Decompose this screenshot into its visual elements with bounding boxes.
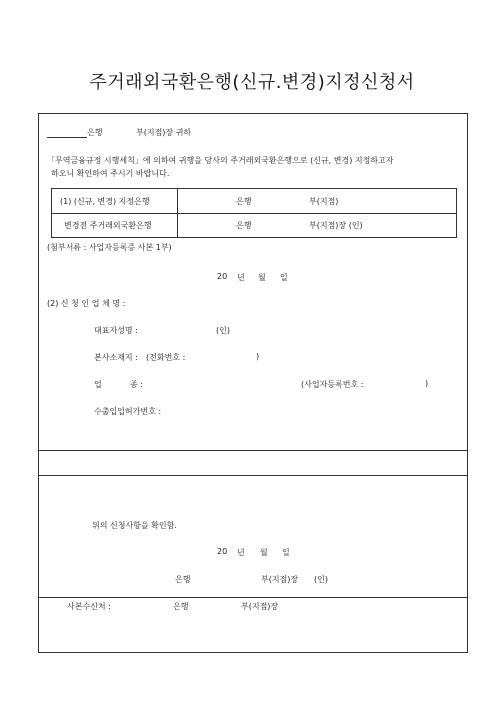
previous-bank-bank: 은행 bbox=[236, 221, 252, 230]
addressee-bank: 은행 bbox=[87, 128, 103, 137]
confirmation-branch: 부(지점)장 bbox=[261, 575, 299, 584]
confirmation-bank: 은행 bbox=[175, 575, 191, 584]
business-label-2: 종 : bbox=[130, 380, 143, 389]
form-title: 주거래외국환은행(신규.변경)지정신청서 bbox=[89, 72, 415, 93]
section-divider-3 bbox=[39, 597, 467, 598]
business-label: 업 bbox=[94, 380, 102, 389]
section-divider-2 bbox=[39, 475, 467, 476]
copy-recipient-label: 사본수신처 : bbox=[67, 602, 111, 611]
previous-bank-label: 변경전 주거래외국환은행 bbox=[64, 221, 152, 230]
confirmation-date-day: 일 bbox=[282, 548, 290, 557]
confirmation-date-month: 월 bbox=[260, 548, 268, 557]
confirmation-seal: (인) bbox=[314, 575, 328, 584]
designated-bank-branch: 부(지점) bbox=[309, 197, 339, 206]
copy-recipient-branch: 부(지점)장 bbox=[241, 602, 279, 611]
form-body bbox=[38, 113, 468, 653]
representative-label: 대표자성명 : bbox=[94, 326, 138, 335]
applicant-heading: (2) 신 청 인 업 체 명 : bbox=[47, 299, 126, 308]
bank-name-blank[interactable] bbox=[47, 129, 87, 138]
section-divider-1 bbox=[39, 450, 467, 451]
permit-label: 수출입업허가번호 : bbox=[94, 407, 162, 416]
table-row-divider bbox=[52, 213, 456, 214]
bizreg-label: (사업자등록번호 : bbox=[301, 380, 364, 389]
bizreg-close: ) bbox=[425, 379, 429, 388]
previous-bank-branch: 부(지점)장 (인) bbox=[309, 221, 363, 230]
confirmation-text: 위의 신청사항을 확인함. bbox=[92, 521, 177, 530]
request-line-1: 「무역금융규정 시행세칙」에 의하여 귀행을 당사의 주거래외국환은행으로 (신규, 변경) 지정하고자 bbox=[47, 156, 394, 165]
attachment-note: (첨부서류 : 사업자등록증 사본 1부) bbox=[47, 243, 172, 252]
address-label: 본사소재지 : bbox=[94, 353, 138, 362]
bank-designation-table bbox=[51, 188, 457, 238]
date-year: 20 bbox=[217, 272, 228, 281]
confirmation-date-year-unit: 년 bbox=[237, 548, 245, 557]
confirmation-date-year: 20 bbox=[217, 547, 228, 556]
copy-recipient-bank: 은행 bbox=[173, 602, 189, 611]
designated-bank-bank: 은행 bbox=[236, 197, 252, 206]
request-line-2: 하오니 확인하여 주시기 바랍니다. bbox=[51, 169, 170, 178]
designated-bank-label: (1) (신규, 변경) 지정은행 bbox=[60, 197, 150, 206]
representative-seal: (인) bbox=[216, 326, 230, 335]
phone-close: ) bbox=[256, 352, 260, 361]
date-day: 일 bbox=[280, 273, 288, 282]
addressee-branch: 부(지점)장 귀하 bbox=[136, 128, 192, 137]
date-month: 월 bbox=[258, 273, 266, 282]
addressee-line bbox=[47, 127, 102, 138]
phone-label: (전화번호 : bbox=[146, 353, 186, 362]
date-year-unit: 년 bbox=[237, 273, 245, 282]
